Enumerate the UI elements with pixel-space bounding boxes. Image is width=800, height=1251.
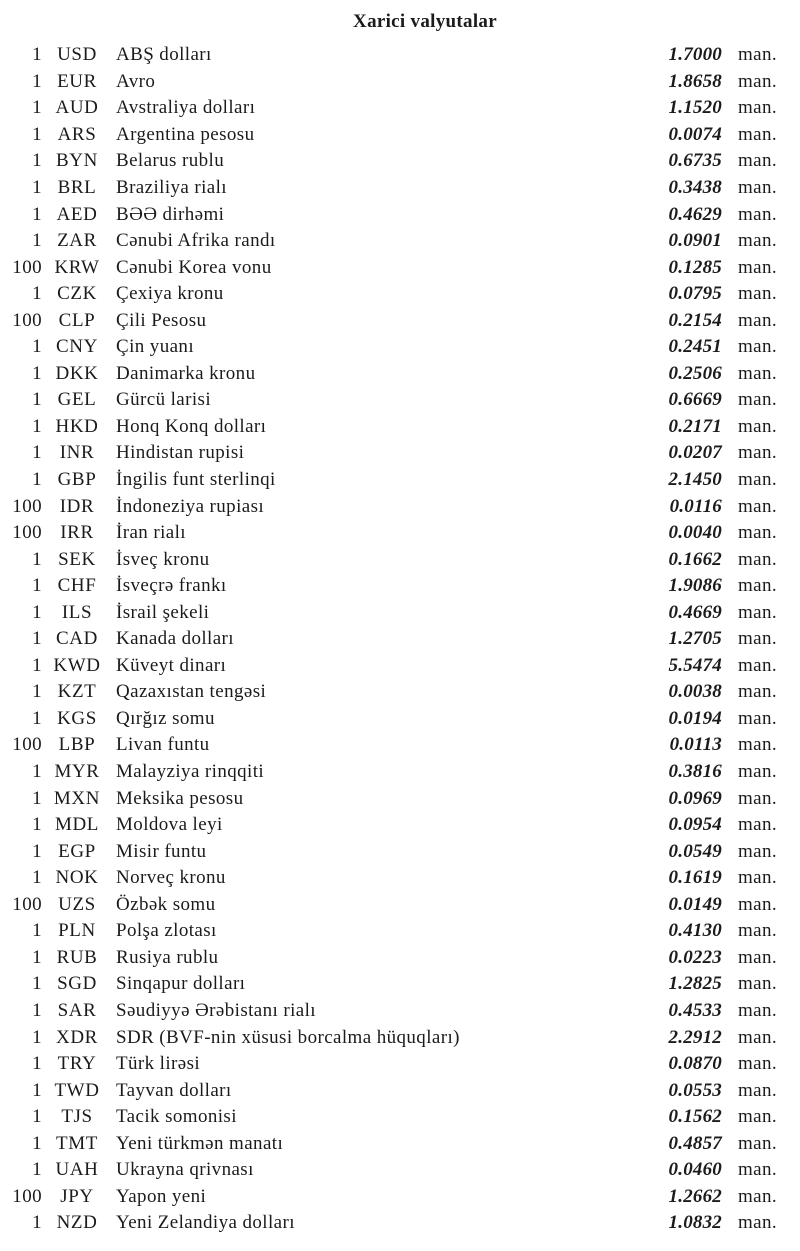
table-row xyxy=(0,812,800,839)
rate-cell: 0.2506 xyxy=(668,362,722,384)
currency-name-cell: İsveçrə frankı xyxy=(116,575,227,597)
unit-cell: man. xyxy=(738,442,778,464)
table-row xyxy=(0,440,800,467)
currency-name-cell: Gürcü larisi xyxy=(116,389,212,411)
currency-code-cell: HKD xyxy=(55,415,99,437)
quantity-cell: 1 xyxy=(32,1026,42,1048)
unit-cell: man. xyxy=(738,123,778,145)
unit-cell: man. xyxy=(738,203,778,225)
quantity-cell: 1 xyxy=(32,654,42,676)
currency-name-cell: Honq Konq dolları xyxy=(116,415,267,437)
currency-name-cell: Qazaxıstan tengəsi xyxy=(116,681,267,703)
unit-cell: man. xyxy=(738,999,778,1021)
rate-cell: 1.2705 xyxy=(668,628,722,650)
quantity-cell: 1 xyxy=(32,1212,42,1234)
table-row xyxy=(0,69,800,96)
table-row xyxy=(0,228,800,255)
unit-cell: man. xyxy=(738,495,778,517)
quantity-cell: 1 xyxy=(32,814,42,836)
currency-code-cell: BRL xyxy=(57,177,97,198)
table-row xyxy=(0,785,800,812)
unit-cell: man. xyxy=(738,761,778,783)
table-row xyxy=(0,414,800,441)
currency-code-cell: SGD xyxy=(57,973,97,995)
unit-cell: man. xyxy=(738,734,778,756)
unit-cell: man. xyxy=(738,601,778,623)
rate-cell: 2.1450 xyxy=(668,469,722,491)
unit-cell: man. xyxy=(738,389,778,411)
quantity-cell: 1 xyxy=(32,389,42,411)
currency-name-cell: Argentina pesosu xyxy=(116,123,255,145)
quantity-cell: 1 xyxy=(32,283,42,305)
quantity-cell: 1 xyxy=(32,920,42,942)
quantity-cell: 1 xyxy=(32,123,42,145)
currency-code-cell: TWD xyxy=(54,1079,100,1101)
unit-cell: man. xyxy=(738,362,778,384)
unit-cell: man. xyxy=(738,946,778,968)
rate-cell: 1.1520 xyxy=(668,97,722,119)
currency-name-cell: ABŞ dolları xyxy=(116,44,212,66)
table-row xyxy=(0,1024,800,1051)
currency-code-cell: KRW xyxy=(54,256,100,278)
currency-name-cell: İndoneziya rupiası xyxy=(116,495,265,517)
table-row xyxy=(0,865,800,892)
unit-cell: man. xyxy=(738,840,778,862)
table-row xyxy=(0,334,800,361)
rate-cell: 0.1285 xyxy=(668,256,722,278)
table-row xyxy=(0,918,800,945)
currency-code-cell: GBP xyxy=(57,469,97,491)
rate-cell: 0.4629 xyxy=(668,203,722,225)
table-row xyxy=(0,945,800,972)
currency-code-cell: AED xyxy=(56,203,98,225)
rate-cell: 0.4533 xyxy=(668,999,722,1021)
currency-name-cell: Çili Pesosu xyxy=(116,309,207,331)
currency-code-cell: KWD xyxy=(53,654,101,676)
quantity-cell: 1 xyxy=(32,177,42,198)
unit-cell: man. xyxy=(738,654,778,676)
currency-name-cell: İngilis funt sterlinqi xyxy=(116,469,276,491)
quantity-cell: 100 xyxy=(12,495,42,517)
currency-code-cell: SEK xyxy=(58,548,96,570)
currency-code-cell: LBP xyxy=(58,734,96,756)
quantity-cell: 1 xyxy=(32,601,42,623)
currency-name-cell: Özbək somu xyxy=(116,893,216,915)
currency-name-cell: Braziliya rialı xyxy=(116,177,227,198)
currency-name-cell: Belarus rublu xyxy=(116,150,225,172)
currency-name-cell: Cənubi Afrika randı xyxy=(116,230,276,252)
currency-name-cell: Malayziya rinqqiti xyxy=(116,761,265,783)
rate-cell: 0.1619 xyxy=(668,867,722,889)
quantity-cell: 1 xyxy=(32,867,42,889)
currency-code-cell: EGP xyxy=(58,840,96,862)
unit-cell: man. xyxy=(738,1026,778,1048)
quantity-cell: 1 xyxy=(32,44,42,66)
rate-cell: 0.0207 xyxy=(668,442,722,464)
currency-name-cell: Küveyt dinarı xyxy=(116,654,227,676)
table-row xyxy=(0,706,800,733)
rate-cell: 2.2912 xyxy=(668,1026,722,1048)
unit-cell: man. xyxy=(738,893,778,915)
rates-table xyxy=(0,42,800,1237)
currency-code-cell: USD xyxy=(57,44,97,66)
quantity-cell: 1 xyxy=(32,681,42,703)
table-row xyxy=(0,1051,800,1078)
table-row xyxy=(0,175,800,202)
unit-cell: man. xyxy=(738,150,778,172)
table-row xyxy=(0,892,800,919)
unit-cell: man. xyxy=(738,1106,778,1128)
quantity-cell: 1 xyxy=(32,1079,42,1101)
table-row xyxy=(0,1184,800,1211)
rate-cell: 0.0040 xyxy=(668,522,722,544)
table-row xyxy=(0,732,800,759)
quantity-cell: 1 xyxy=(32,761,42,783)
currency-code-cell: NOK xyxy=(55,867,99,889)
unit-cell: man. xyxy=(738,522,778,544)
quantity-cell: 1 xyxy=(32,1132,42,1154)
rate-cell: 0.3816 xyxy=(668,761,722,783)
unit-cell: man. xyxy=(738,1185,778,1207)
currency-code-cell: UAH xyxy=(55,1159,99,1181)
rate-cell: 0.0795 xyxy=(668,283,722,305)
rate-cell: 0.0194 xyxy=(668,707,722,729)
currency-code-cell: SAR xyxy=(57,999,97,1021)
currency-code-cell: PLN xyxy=(58,920,96,942)
unit-cell: man. xyxy=(738,283,778,305)
rate-cell: 0.6735 xyxy=(668,150,722,172)
currency-code-cell: MDL xyxy=(54,814,100,836)
currency-name-cell: Polşa zlotası xyxy=(116,920,217,942)
quantity-cell: 1 xyxy=(32,1159,42,1181)
currency-name-cell: Avstraliya dolları xyxy=(116,97,256,119)
quantity-cell: 100 xyxy=(12,256,42,278)
quantity-cell: 1 xyxy=(32,840,42,862)
table-row xyxy=(0,971,800,998)
currency-code-cell: DKK xyxy=(55,362,99,384)
rate-cell: 0.1562 xyxy=(668,1106,722,1128)
quantity-cell: 1 xyxy=(32,1053,42,1075)
currency-name-cell: Moldova leyi xyxy=(116,814,223,836)
quantity-cell: 1 xyxy=(32,362,42,384)
rate-cell: 0.0038 xyxy=(668,681,722,703)
unit-cell: man. xyxy=(738,920,778,942)
quantity-cell: 1 xyxy=(32,1106,42,1128)
table-row xyxy=(0,148,800,175)
currency-name-cell: Norveç kronu xyxy=(116,867,226,889)
currency-code-cell: GEL xyxy=(57,389,97,411)
unit-cell: man. xyxy=(738,469,778,491)
unit-cell: man. xyxy=(738,230,778,252)
unit-cell: man. xyxy=(738,867,778,889)
currency-code-cell: EUR xyxy=(57,70,97,92)
table-row xyxy=(0,573,800,600)
unit-cell: man. xyxy=(738,787,778,809)
currency-code-cell: IRR xyxy=(60,522,94,544)
rate-cell: 0.0553 xyxy=(668,1079,722,1101)
table-row xyxy=(0,95,800,122)
currency-code-cell: TJS xyxy=(61,1106,93,1128)
quantity-cell: 1 xyxy=(32,336,42,358)
rate-cell: 0.3438 xyxy=(668,177,722,198)
table-row xyxy=(0,1210,800,1237)
currency-code-cell: RUB xyxy=(56,946,98,968)
unit-cell: man. xyxy=(738,309,778,331)
currency-code-cell: MXN xyxy=(53,787,101,809)
rate-cell: 0.0954 xyxy=(668,814,722,836)
table-row xyxy=(0,520,800,547)
quantity-cell: 1 xyxy=(32,230,42,252)
currency-name-cell: Çexiya kronu xyxy=(116,283,224,305)
currency-code-cell: XDR xyxy=(56,1026,98,1048)
rate-cell: 0.0901 xyxy=(668,230,722,252)
table-row xyxy=(0,1157,800,1184)
unit-cell: man. xyxy=(738,256,778,278)
table-row xyxy=(0,201,800,228)
unit-cell: man. xyxy=(738,70,778,92)
currency-name-cell: Yeni türkmən manatı xyxy=(116,1132,284,1154)
currency-code-cell: KGS xyxy=(57,707,97,729)
table-row xyxy=(0,307,800,334)
quantity-cell: 100 xyxy=(12,734,42,756)
currency-code-cell: INR xyxy=(59,442,95,464)
rate-cell: 5.5474 xyxy=(668,654,722,676)
quantity-cell: 1 xyxy=(32,707,42,729)
table-row xyxy=(0,599,800,626)
quantity-cell: 1 xyxy=(32,70,42,92)
rate-cell: 1.9086 xyxy=(668,575,722,597)
rate-cell: 1.2662 xyxy=(668,1185,722,1207)
table-row xyxy=(0,122,800,149)
quantity-cell: 1 xyxy=(32,946,42,968)
table-row xyxy=(0,254,800,281)
currency-name-cell: Tayvan dolları xyxy=(116,1079,232,1101)
unit-cell: man. xyxy=(738,44,778,66)
currency-code-cell: CHF xyxy=(57,575,97,597)
quantity-cell: 1 xyxy=(32,97,42,119)
table-row xyxy=(0,42,800,69)
quantity-cell: 100 xyxy=(12,522,42,544)
currency-name-cell: Cənubi Korea vonu xyxy=(116,256,272,278)
rate-cell: 0.4669 xyxy=(668,601,722,623)
currency-name-cell: Sinqapur dolları xyxy=(116,973,246,995)
quantity-cell: 100 xyxy=(12,309,42,331)
rate-cell: 0.0870 xyxy=(668,1053,722,1075)
quantity-cell: 1 xyxy=(32,442,42,464)
table-row xyxy=(0,679,800,706)
currency-name-cell: Tacik somonisi xyxy=(116,1106,237,1128)
currency-code-cell: UZS xyxy=(58,893,96,915)
currency-code-cell: TMT xyxy=(56,1132,98,1154)
unit-cell: man. xyxy=(738,1159,778,1181)
quantity-cell: 1 xyxy=(32,469,42,491)
table-row xyxy=(0,546,800,573)
currency-name-cell: Ukrayna qrivnası xyxy=(116,1159,254,1181)
rate-cell: 0.0460 xyxy=(668,1159,722,1181)
currency-name-cell: Livan funtu xyxy=(116,734,210,756)
currency-code-cell: CZK xyxy=(57,283,97,305)
unit-cell: man. xyxy=(738,336,778,358)
rate-cell: 0.6669 xyxy=(668,389,722,411)
unit-cell: man. xyxy=(738,415,778,437)
currency-name-cell: İsrail şekeli xyxy=(116,601,210,623)
unit-cell: man. xyxy=(738,1132,778,1154)
currency-code-cell: JPY xyxy=(60,1185,94,1207)
quantity-cell: 1 xyxy=(32,787,42,809)
currency-code-cell: CNY xyxy=(56,336,98,358)
currency-name-cell: İran rialı xyxy=(116,522,186,544)
currency-name-cell: Meksika pesosu xyxy=(116,787,244,809)
currency-code-cell: IDR xyxy=(59,495,95,517)
currency-code-cell: BYN xyxy=(56,150,98,172)
unit-cell: man. xyxy=(738,707,778,729)
currency-code-cell: CLP xyxy=(58,309,96,331)
table-row xyxy=(0,1130,800,1157)
table-row xyxy=(0,281,800,308)
currency-name-cell: SDR (BVF-nin xüsusi borcalma hüquqları) xyxy=(116,1026,460,1048)
rate-cell: 1.7000 xyxy=(668,44,722,66)
table-row xyxy=(0,653,800,680)
table-row xyxy=(0,361,800,388)
table-row xyxy=(0,998,800,1025)
currency-name-cell: Hindistan rupisi xyxy=(116,442,245,464)
table-row xyxy=(0,626,800,653)
unit-cell: man. xyxy=(738,177,778,198)
unit-cell: man. xyxy=(738,628,778,650)
currency-code-cell: ARS xyxy=(57,123,97,145)
quantity-cell: 1 xyxy=(32,203,42,225)
quantity-cell: 1 xyxy=(32,999,42,1021)
currency-name-cell: Qırğız somu xyxy=(116,707,215,729)
currency-name-cell: İsveç kronu xyxy=(116,548,210,570)
rate-cell: 0.2451 xyxy=(668,336,722,358)
table-row xyxy=(0,838,800,865)
rate-cell: 0.0223 xyxy=(668,946,722,968)
unit-cell: man. xyxy=(738,1079,778,1101)
unit-cell: man. xyxy=(738,814,778,836)
unit-cell: man. xyxy=(738,548,778,570)
rate-cell: 0.0549 xyxy=(668,840,722,862)
rate-cell: 1.8658 xyxy=(668,70,722,92)
currency-code-cell: KZT xyxy=(57,681,97,703)
rate-cell: 0.1662 xyxy=(668,548,722,570)
table-row xyxy=(0,1104,800,1131)
unit-cell: man. xyxy=(738,1212,778,1234)
unit-cell: man. xyxy=(738,97,778,119)
unit-cell: man. xyxy=(738,681,778,703)
currency-name-cell: Yeni Zelandiya dolları xyxy=(116,1212,295,1234)
quantity-cell: 1 xyxy=(32,575,42,597)
quantity-cell: 1 xyxy=(32,415,42,437)
currency-name-cell: Yapon yeni xyxy=(116,1185,207,1207)
unit-cell: man. xyxy=(738,973,778,995)
quantity-cell: 1 xyxy=(32,150,42,172)
quantity-cell: 100 xyxy=(12,893,42,915)
rate-cell: 0.2154 xyxy=(668,309,722,331)
rate-cell: 1.2825 xyxy=(668,973,722,995)
rate-cell: 0.0149 xyxy=(668,893,722,915)
table-row xyxy=(0,759,800,786)
table-row xyxy=(0,467,800,494)
currency-name-cell: Səudiyyə Ərəbistanı rialı xyxy=(116,999,316,1021)
quantity-cell: 100 xyxy=(12,1185,42,1207)
currency-code-cell: ZAR xyxy=(57,230,97,252)
rate-cell: 0.2171 xyxy=(668,415,722,437)
rate-cell: 0.4130 xyxy=(668,920,722,942)
currency-code-cell: ILS xyxy=(61,601,93,623)
rate-cell: 1.0832 xyxy=(668,1212,722,1234)
quantity-cell: 1 xyxy=(32,628,42,650)
rate-cell: 0.0113 xyxy=(669,734,722,756)
currency-name-cell: Misir funtu xyxy=(116,840,207,862)
currency-name-cell: Danimarka kronu xyxy=(116,362,256,384)
rate-cell: 0.0969 xyxy=(668,787,722,809)
rate-cell: 0.4857 xyxy=(668,1132,722,1154)
quantity-cell: 1 xyxy=(32,973,42,995)
quantity-cell: 1 xyxy=(32,548,42,570)
currency-code-cell: NZD xyxy=(56,1212,98,1234)
page-title: Xarici valyutalar xyxy=(353,11,497,32)
table-row xyxy=(0,387,800,414)
currency-name-cell: Çin yuanı xyxy=(116,336,195,358)
table-row xyxy=(0,493,800,520)
currency-name-cell: Kanada dolları xyxy=(116,628,234,650)
currency-name-cell: Türk lirəsi xyxy=(116,1053,201,1075)
rate-cell: 0.0074 xyxy=(668,123,722,145)
currency-code-cell: MYR xyxy=(54,761,100,783)
currency-code-cell: AUD xyxy=(55,97,99,119)
unit-cell: man. xyxy=(738,575,778,597)
currency-code-cell: CAD xyxy=(56,628,98,650)
currency-name-cell: Rusiya rublu xyxy=(116,946,219,968)
currency-name-cell: BƏƏ dirhəmi xyxy=(116,203,225,225)
rate-cell: 0.0116 xyxy=(669,495,722,517)
table-row xyxy=(0,1077,800,1104)
unit-cell: man. xyxy=(738,1053,778,1075)
currency-code-cell: TRY xyxy=(57,1053,97,1075)
currency-name-cell: Avro xyxy=(116,70,156,92)
